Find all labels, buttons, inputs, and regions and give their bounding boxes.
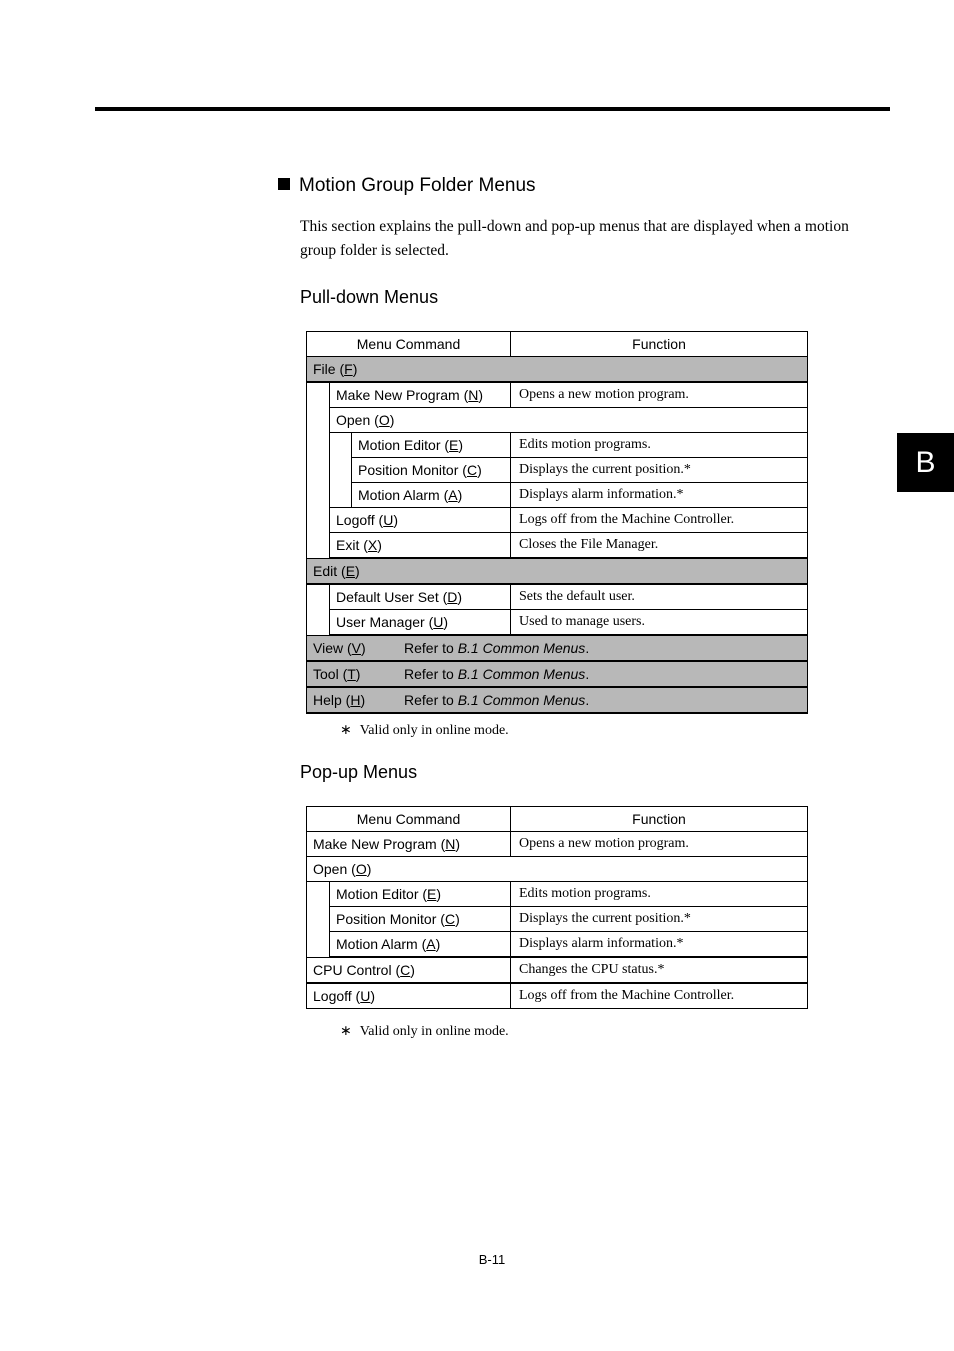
section-title-text: Motion Group Folder Menus: [299, 175, 536, 196]
popup-footnote: ∗ Valid only in online mode.: [340, 1024, 509, 1039]
table-row: [307, 882, 808, 907]
table-row: [307, 957, 808, 983]
table-header-row: [307, 332, 808, 357]
cmd-logoff: Logoff (U): [307, 983, 511, 1009]
header-function: Function: [511, 332, 808, 357]
menu-file: File (F): [307, 357, 808, 383]
popup-heading: Pop-up Menus: [300, 762, 418, 782]
table-row: [307, 584, 808, 610]
refer-common-menus: Refer to B.1 Common Menus.: [404, 666, 590, 682]
pulldown-menu-table: [306, 331, 808, 714]
header-rule: [95, 107, 890, 111]
fn-exit: Closes the File Manager.: [511, 533, 808, 559]
group-row-edit: [307, 558, 808, 584]
section-tab: B: [897, 433, 954, 492]
table-row: [307, 610, 808, 636]
fn-motion-alarm: Displays alarm information.*: [511, 932, 808, 958]
menu-edit: Edit (E): [307, 558, 808, 584]
menu-tool: Tool (T) Refer to B.1 Common Menus.: [307, 661, 808, 687]
intro-paragraph: This section explains the pull-down and pop-up menus that are displayed when a motion group folder is selected.: [300, 218, 849, 259]
group-row-view: [307, 635, 808, 661]
table-row: [307, 483, 808, 508]
table-row: [307, 408, 808, 433]
menu-view: View (V) Refer to B.1 Common Menus.: [307, 635, 808, 661]
header-menu-command: Menu Command: [307, 332, 511, 357]
table-row: [307, 508, 808, 533]
popup-menu-table: [306, 806, 808, 1009]
table-row: [307, 433, 808, 458]
table-header-row: [307, 807, 808, 832]
cmd-position-monitor: Position Monitor (C): [352, 458, 511, 483]
fn-make-new-program: Opens a new motion program.: [511, 382, 808, 408]
header-function: Function: [511, 807, 808, 832]
cmd-open: Open (O): [330, 408, 808, 433]
table-row: [307, 857, 808, 882]
cmd-default-user-set: Default User Set (D): [330, 584, 511, 610]
fn-position-monitor: Displays the current position.*: [511, 907, 808, 932]
table-row: [307, 932, 808, 958]
fn-logoff: Logs off from the Machine Controller.: [511, 508, 808, 533]
cmd-make-new-program: Make New Program (N): [307, 832, 511, 857]
fn-motion-editor: Edits motion programs.: [511, 433, 808, 458]
cmd-cpu-control: CPU Control (C): [307, 957, 511, 983]
pulldown-heading: Pull-down Menus: [300, 287, 439, 307]
cmd-logoff: Logoff (U): [330, 508, 511, 533]
refer-common-menus: Refer to B.1 Common Menus.: [404, 692, 590, 708]
cmd-motion-editor: Motion Editor (E): [330, 882, 511, 907]
fn-cpu-control: Changes the CPU status.*: [511, 957, 808, 983]
fn-default-user-set: Sets the default user.: [511, 584, 808, 610]
fn-motion-editor: Edits motion programs.: [511, 882, 808, 907]
header-menu-command: Menu Command: [307, 807, 511, 832]
refer-common-menus: Refer to B.1 Common Menus.: [404, 640, 590, 656]
table-row: [307, 458, 808, 483]
table-row: [307, 382, 808, 408]
square-bullet-icon: [278, 178, 290, 190]
cmd-user-manager: User Manager (U): [330, 610, 511, 636]
cmd-motion-alarm: Motion Alarm (A): [352, 483, 511, 508]
group-row-file: [307, 357, 808, 383]
fn-position-monitor: Displays the current position.*: [511, 458, 808, 483]
fn-logoff: Logs off from the Machine Controller.: [511, 983, 808, 1009]
group-row-tool: [307, 661, 808, 687]
table-row: [307, 832, 808, 857]
cmd-motion-editor: Motion Editor (E): [352, 433, 511, 458]
fn-user-manager: Used to manage users.: [511, 610, 808, 636]
pulldown-footnote: ∗ Valid only in online mode.: [340, 723, 509, 738]
cmd-open: Open (O): [307, 857, 808, 882]
table-row: [307, 983, 808, 1009]
table-row: [307, 533, 808, 559]
cmd-position-monitor: Position Monitor (C): [330, 907, 511, 932]
fn-make-new-program: Opens a new motion program.: [511, 832, 808, 857]
cmd-make-new-program: Make New Program (N): [330, 382, 511, 408]
table-row: [307, 907, 808, 932]
page-number: B-11: [478, 1252, 506, 1267]
cmd-exit: Exit (X): [330, 533, 511, 559]
fn-motion-alarm: Displays alarm information.*: [511, 483, 808, 508]
cmd-motion-alarm: Motion Alarm (A): [330, 932, 511, 958]
group-row-help: [307, 687, 808, 713]
section-title: [278, 175, 536, 197]
menu-help: Help (H) Refer to B.1 Common Menus.: [307, 687, 808, 713]
